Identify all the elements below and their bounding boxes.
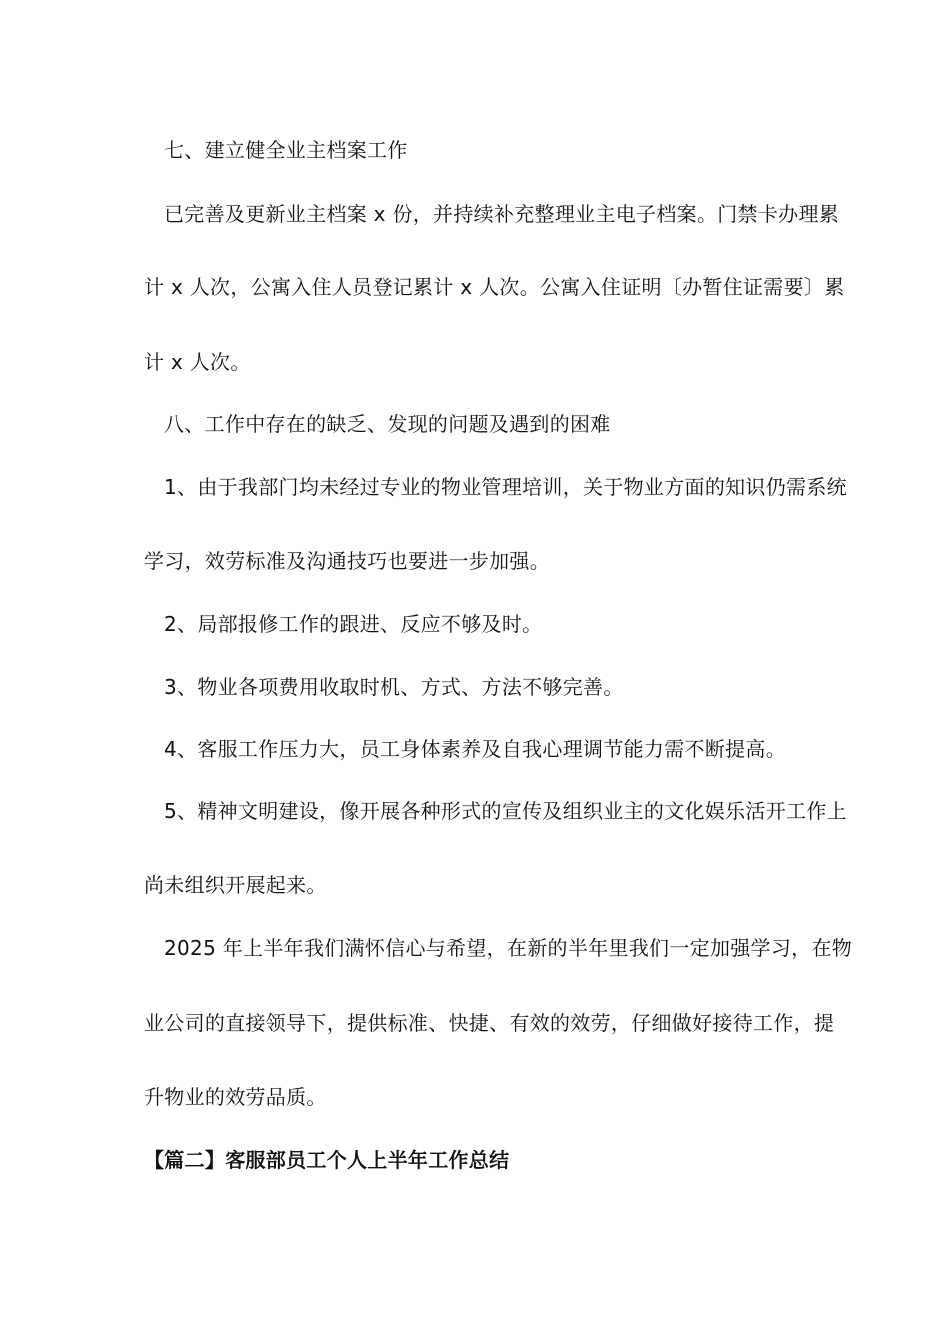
paragraph-line: 升物业的效劳品质。 [144,1085,327,1109]
list-item-3: 3、物业各项费用收取时机、方式、方法不够完善。 [164,675,624,699]
list-item-4: 4、客服工作压力大，员工身体素养及自我心理调节能力需不断提高。 [164,737,787,761]
paragraph-line: 业公司的直接领导下，提供标准、快捷、有效的效劳，仔细做好接待工作，提 [144,1011,835,1035]
section-heading-7: 七、建立健全业主档案工作 [164,138,408,162]
section-heading-8: 八、工作中存在的缺乏、发现的问题及遇到的困难 [164,412,611,436]
list-item-1: 1、由于我部门均未经过专业的物业管理培训，关于物业方面的知识仍需系统 [164,475,847,499]
paragraph-line: 计 x 人次。 [144,350,251,374]
section-title-part-2: 【篇二】客服部员工个人上半年工作总结 [144,1148,510,1172]
paragraph-line: 计 x 人次，公寓入住人员登记累计 x 人次。公寓入住证明〔办暂住证需要〕累 [144,275,845,299]
list-item-5: 5、精神文明建设，像开展各种形式的宣传及组织业主的文化娱乐活开工作上 [164,799,847,823]
list-item-2: 2、局部报修工作的跟进、反应不够及时。 [164,612,543,636]
paragraph-line: 尚未组织开展起来。 [144,873,327,897]
paragraph-line: 2025 年上半年我们满怀信心与希望，在新的半年里我们一定加强学习，在物 [164,936,853,960]
paragraph-line: 学习，效劳标准及沟通技巧也要进一步加强。 [144,549,550,573]
paragraph-line: 已完善及更新业主档案 x 份，并持续补充整理业主电子档案。门禁卡办理累 [164,202,840,226]
